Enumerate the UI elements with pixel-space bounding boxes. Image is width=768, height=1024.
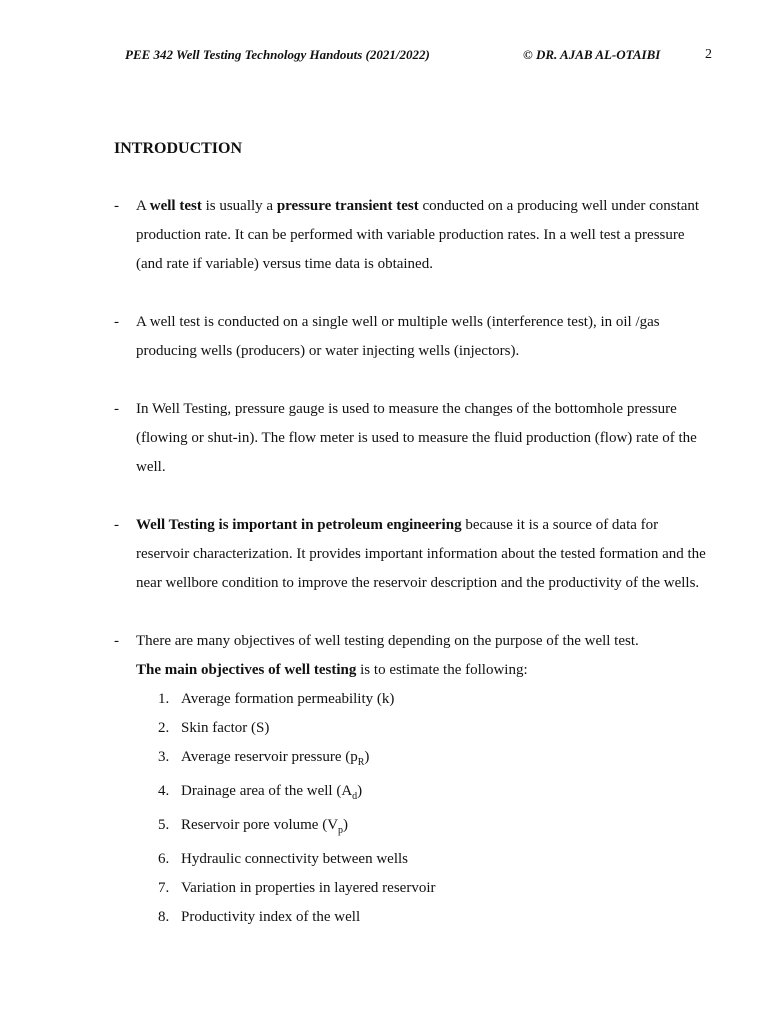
author-copyright: © DR. AJAB AL-OTAIBI [523, 47, 661, 62]
list-item-text: ) [357, 783, 363, 799]
bullet-well-test-definition [114, 192, 714, 279]
list-number: 4. [158, 783, 170, 799]
list-item-text: Drainage area of the well (A [181, 783, 353, 799]
bullet-text: because it is a source of data for reservoir characterization. It provides important information about the tested formation and the near wellbore condition to improve the reservoir description and the productivity of the wells. [136, 517, 706, 591]
list-number: 3. [158, 749, 170, 765]
objectives-list [136, 685, 714, 932]
page-number: 2 [705, 47, 712, 62]
bullet-well-types [114, 308, 714, 366]
list-item [136, 874, 714, 903]
bullet-instruments [114, 395, 714, 482]
bullet-bold: Well Testing is important in petroleum engineering [136, 517, 462, 533]
bullet-list [114, 192, 714, 961]
list-item [136, 685, 714, 714]
list-item [136, 903, 714, 932]
list-item-text: ) [364, 749, 370, 765]
list-item [136, 777, 714, 811]
list-item-text: Average formation permeability (k) [181, 691, 395, 707]
bullet-text: There are many objectives of well testing depending on the purpose of the well test. [136, 633, 639, 649]
list-item [136, 714, 714, 743]
bullet-dash: - [114, 198, 119, 214]
list-number: 6. [158, 851, 170, 867]
bullet-dash: - [114, 633, 119, 649]
list-number: 5. [158, 817, 170, 833]
subscript: R [357, 757, 365, 768]
list-item-text: Skin factor (S) [181, 720, 270, 736]
course-title: PEE 342 Well Testing Technology Handouts (2021/2022) [125, 47, 430, 62]
section-heading: INTRODUCTION [114, 140, 243, 157]
list-item-text: ) [343, 817, 349, 833]
list-item-text: Reservoir pore volume (V [181, 817, 339, 833]
bullet-objectives [114, 627, 714, 932]
bullet-bold: pressure transient test [276, 198, 419, 214]
page-header [0, 47, 768, 67]
list-item-text: Productivity index of the well [181, 909, 361, 925]
subscript: p [338, 825, 344, 836]
subscript: d [352, 791, 358, 802]
list-number: 8. [158, 909, 170, 925]
bullet-dash: - [114, 517, 119, 533]
list-item [136, 743, 714, 777]
list-number: 1. [158, 691, 170, 707]
bullet-bold: The main objectives of well testing [136, 662, 357, 678]
list-item-text: Hydraulic connectivity between wells [181, 851, 409, 867]
bullet-text: In Well Testing, pressure gauge is used to measure the changes of the bottomhole pressure (flowing or shut-in). The flow meter is used to measure the fluid production (flow) rate of the well. [136, 401, 697, 475]
bullet-text: A well test is conducted on a single well or multiple wells (interference test), in oil /gas producing wells (producers) or water injecting wells (injectors). [136, 314, 660, 359]
list-number: 2. [158, 720, 170, 736]
list-item-text: Average reservoir pressure (p [181, 749, 358, 765]
bullet-dash: - [114, 314, 119, 330]
list-item [136, 811, 714, 845]
bullet-text: is to estimate the following: [356, 662, 528, 678]
bullet-bold: well test [149, 198, 202, 214]
bullet-text: A [136, 198, 150, 214]
bullet-dash: - [114, 401, 119, 417]
bullet-text: conducted on a producing well under constant production rate. It can be performed with variable production rates. In a well test a pressure (and rate if variable) versus time data is obtained. [136, 198, 700, 272]
bullet-text: is usually a [201, 198, 277, 214]
list-item [136, 845, 714, 874]
list-number: 7. [158, 880, 170, 896]
list-item-text: Variation in properties in layered reservoir [181, 880, 436, 896]
bullet-importance [114, 511, 714, 598]
